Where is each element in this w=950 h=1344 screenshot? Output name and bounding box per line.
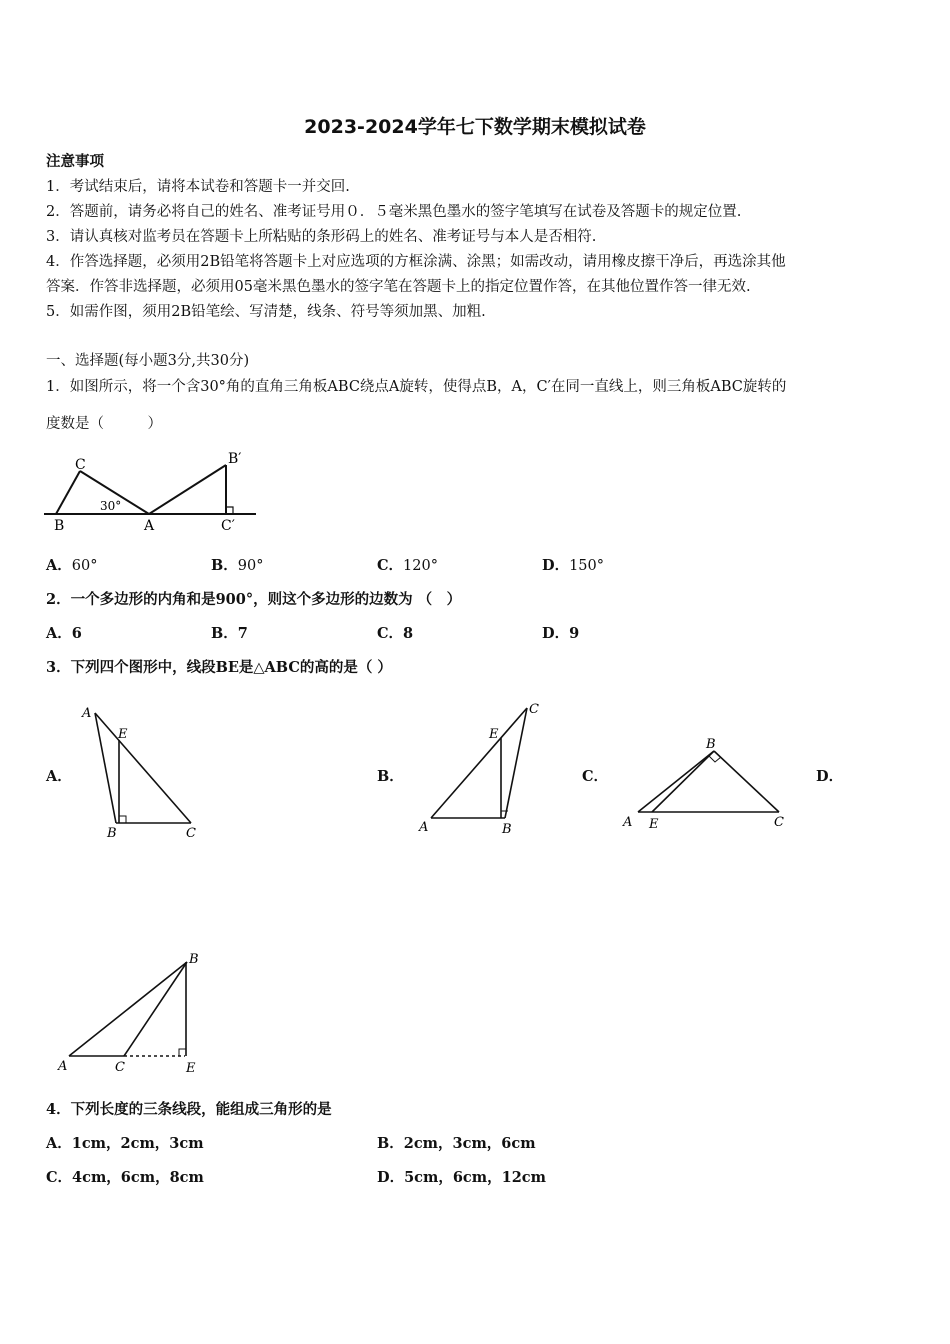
q3b-label-A: A xyxy=(419,820,429,835)
q4-option-b: B．2cm，3cm，6cm xyxy=(377,1135,536,1152)
notice-item: 1．考试结束后，请将本试卷和答题卡一并交回. xyxy=(46,179,350,195)
q1-figure xyxy=(40,444,265,536)
q2-option-d: D．9 xyxy=(542,625,580,642)
q1-label-B: B xyxy=(54,518,65,534)
q1-label-Cp: C′ xyxy=(221,518,235,534)
page-title: 2023-2024学年七下数学期末模拟试卷 xyxy=(304,116,646,138)
q3-option-d: D． xyxy=(816,768,844,785)
q1-angle-label: 30° xyxy=(100,499,122,513)
q1-label-Bp: B′ xyxy=(228,451,242,467)
q3d-label-E: E xyxy=(186,1061,196,1076)
notice-item: 3．请认真核对监考员在答题卡上所粘贴的条形码上的姓名、准考证号与本人是否相符. xyxy=(46,229,597,245)
notice-item: 答案．作答非选择题，必须用05毫米黑色墨水的签字笔在答题卡上的指定位置作答，在其他位置作答一律无效. xyxy=(46,279,751,295)
q3d-label-A: A xyxy=(58,1059,68,1074)
q3-figure-a xyxy=(78,700,208,845)
q2-option-b: B．7 xyxy=(211,625,248,642)
q3d-label-B: B xyxy=(189,952,199,967)
q3d-label-C: C xyxy=(115,1060,125,1075)
q4-option-d: D．5cm，6cm，12cm xyxy=(377,1169,546,1186)
q3-figure-c xyxy=(616,732,796,837)
q3a-label-E: E xyxy=(118,727,128,742)
q4-option-a: A．1cm，2cm，3cm xyxy=(46,1135,204,1152)
q3a-label-B: B xyxy=(107,826,117,841)
notice-item: 4．作答选择题，必须用2B铅笔将答题卡上对应选项的方框涂满、涂黑；如需改动，请用橡皮擦干净后，再选涂其他 xyxy=(46,254,786,270)
q1-option-b: B．90° xyxy=(211,557,264,574)
q1-stem-line1: 1．如图所示，将一个含30°角的直角三角板ABC绕点A旋转，使得点B，A，C′在同一直线上，则三角板ABC旋转的 xyxy=(46,379,787,395)
q3c-label-E: E xyxy=(649,817,659,832)
q4-option-c: C．4cm，6cm，8cm xyxy=(46,1169,204,1186)
q1-option-c: C．120° xyxy=(377,557,438,574)
q3c-label-B: B xyxy=(706,737,716,752)
q2-stem: 2．一个多边形的内角和是900°，则这个多边形的边数为 （ ） xyxy=(46,591,462,608)
q1-option-d: D．150° xyxy=(542,557,605,574)
q3-option-c: C． xyxy=(582,768,609,785)
q3a-label-A: A xyxy=(82,706,92,721)
q3a-label-C: C xyxy=(186,826,196,841)
q1-label-C: C xyxy=(75,457,86,473)
q3-stem: 3．下列四个图形中，线段BE是△ABC的高的是（ ） xyxy=(46,659,392,676)
notice-item: 5．如需作图，须用2B铅笔绘、写清楚，线条、符号等须加黑、加粗. xyxy=(46,304,486,320)
q3b-label-B: B xyxy=(502,822,512,837)
q3-figure-b xyxy=(410,697,550,839)
q3c-label-A: A xyxy=(623,815,633,830)
section-heading: 一、选择题(每小题3分,共30分) xyxy=(46,353,250,369)
q3c-label-C: C xyxy=(774,815,784,830)
q3-option-a: A． xyxy=(46,768,72,785)
q3-option-b: B． xyxy=(377,768,404,785)
notice-item: 2．答题前，请务必将自己的姓名、准考证号用０．５毫米黑色墨水的签字笔填写在试卷及答题卡的规定位置. xyxy=(46,204,742,220)
q2-option-c: C．8 xyxy=(377,625,414,642)
notice-heading: 注意事项 xyxy=(46,153,104,170)
q2-option-a: A．6 xyxy=(46,625,82,642)
q3b-label-C: C xyxy=(529,702,539,717)
q4-stem: 4．下列长度的三条线段，能组成三角形的是 xyxy=(46,1101,332,1118)
q1-label-A: A xyxy=(144,518,155,534)
q3b-label-E: E xyxy=(489,727,499,742)
q3-figure-d xyxy=(52,945,212,1080)
q1-option-a: A．60° xyxy=(46,557,98,574)
q1-stem-line2: 度数是（ ） xyxy=(46,416,162,432)
